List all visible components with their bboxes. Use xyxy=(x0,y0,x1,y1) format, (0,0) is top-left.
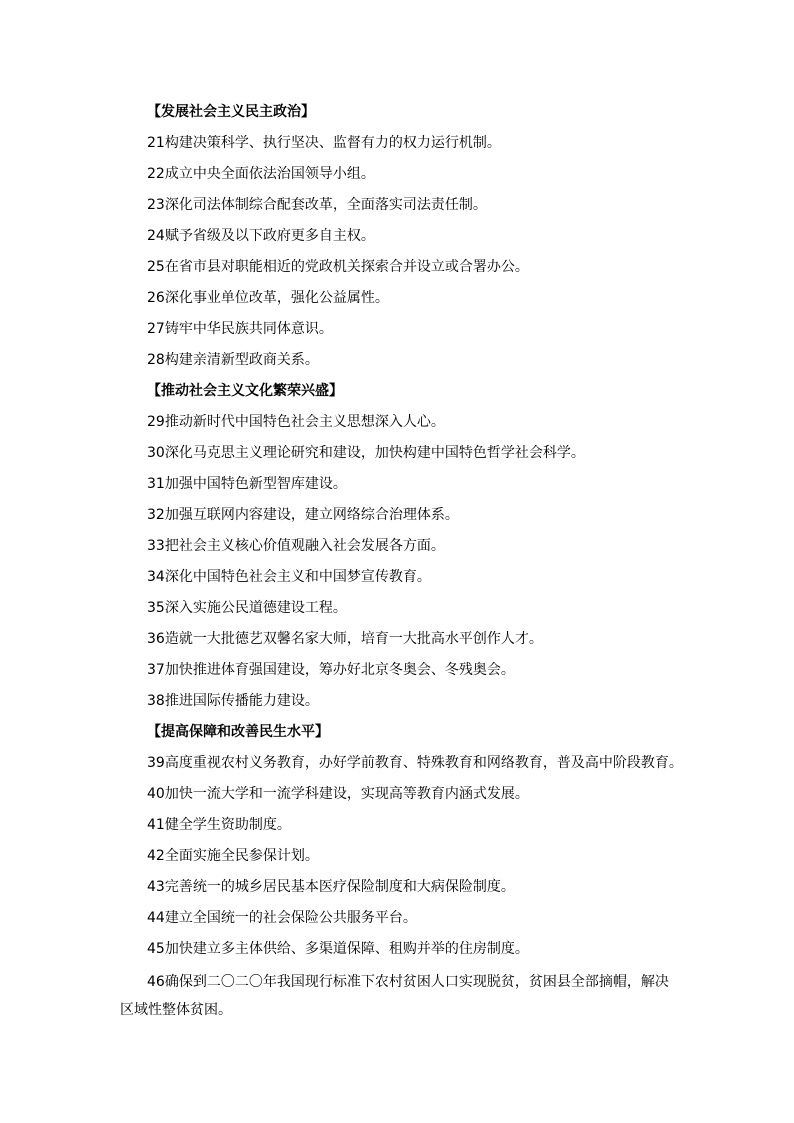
item-number: 39 xyxy=(147,755,165,771)
list-item xyxy=(120,131,680,162)
list-item xyxy=(120,782,680,813)
item-text: 推动新时代中国特色社会主义思想深入人心。 xyxy=(164,414,445,430)
section-heading: 【推动社会主义文化繁荣兴盛】 xyxy=(147,383,343,399)
list-item xyxy=(120,875,680,906)
item-number: 40 xyxy=(147,786,165,802)
item-number: 33 xyxy=(147,538,165,554)
item-text: 建立全国统一的社会保险公共服务平台。 xyxy=(164,910,417,926)
item-text: 深入实施公民道德建设工程。 xyxy=(164,600,347,616)
item-number: 37 xyxy=(147,662,165,678)
list-item xyxy=(120,317,680,348)
item-text: 完善统一的城乡居民基本医疗保险制度和大病保险制度。 xyxy=(164,879,515,895)
list-item xyxy=(120,255,680,286)
list-item xyxy=(120,472,680,503)
item-text: 确保到二〇二〇年我国现行标准下农村贫困人口实现脱贫，贫困县全部摘帽，解决区域性整体贫困。 xyxy=(120,974,669,1018)
item-text: 把社会主义核心价值观融入社会发展各方面。 xyxy=(164,538,445,554)
item-text: 加快建立多主体供给、多渠道保障、租购并举的住房制度。 xyxy=(164,941,529,957)
item-number: 34 xyxy=(147,569,165,585)
section-heading: 【提高保障和改善民生水平】 xyxy=(147,724,329,740)
item-number: 38 xyxy=(147,693,165,709)
item-text: 深化马克思主义理论研究和建设，加快构建中国特色哲学社会科学。 xyxy=(164,445,585,461)
item-text: 构建决策科学、执行坚决、监督有力的权力运行机制。 xyxy=(164,135,501,151)
item-number: 42 xyxy=(147,848,165,864)
item-number: 23 xyxy=(147,197,165,213)
item-text: 铸牢中华民族共同体意识。 xyxy=(164,321,333,337)
item-number: 35 xyxy=(147,600,165,616)
item-number: 30 xyxy=(147,445,165,461)
list-item xyxy=(120,534,680,565)
list-item xyxy=(120,689,680,720)
item-text: 推进国际传播能力建设。 xyxy=(164,693,319,709)
item-number: 46 xyxy=(147,974,165,990)
item-text: 健全学生资助制度。 xyxy=(164,817,291,833)
list-item xyxy=(120,410,680,441)
item-number: 29 xyxy=(147,414,165,430)
item-text: 在省市县对职能相近的党政机关探索合并设立或合署办公。 xyxy=(164,259,529,275)
list-item xyxy=(120,813,680,844)
item-text: 加快一流大学和一流学科建设，实现高等教育内涵式发展。 xyxy=(164,786,529,802)
document-content xyxy=(120,100,683,1024)
item-number: 31 xyxy=(147,476,165,492)
item-text: 高度重视农村义务教育，办好学前教育、特殊教育和网络教育，普及高中阶段教育。 xyxy=(164,755,683,771)
item-number: 21 xyxy=(147,135,165,151)
item-text: 成立中央全面依法治国领导小组。 xyxy=(164,166,375,182)
item-text: 加快推进体育强国建设，筹办好北京冬奥会、冬残奥会。 xyxy=(164,662,515,678)
item-number: 36 xyxy=(147,631,165,647)
item-number: 24 xyxy=(147,228,165,244)
item-number: 27 xyxy=(147,321,165,337)
list-item xyxy=(120,751,683,782)
item-text: 全面实施全民参保计划。 xyxy=(164,848,319,864)
item-number: 43 xyxy=(147,879,165,895)
item-text: 深化中国特色社会主义和中国梦宣传教育。 xyxy=(164,569,431,585)
list-item xyxy=(120,968,680,1024)
section-heading: 【发展社会主义民主政治】 xyxy=(147,104,315,120)
list-item xyxy=(120,503,680,534)
list-item xyxy=(120,193,680,224)
item-text: 加强中国特色新型智库建设。 xyxy=(164,476,347,492)
list-item xyxy=(120,844,680,875)
list-item xyxy=(120,596,680,627)
list-item xyxy=(120,906,680,937)
list-item xyxy=(120,565,680,596)
item-number: 45 xyxy=(147,941,165,957)
list-item xyxy=(120,224,680,255)
list-item xyxy=(120,658,680,689)
item-text: 构建亲清新型政商关系。 xyxy=(164,352,319,368)
item-number: 44 xyxy=(147,910,165,926)
item-text: 深化事业单位改革，强化公益属性。 xyxy=(164,290,389,306)
item-text: 加强互联网内容建设，建立网络综合治理体系。 xyxy=(164,507,459,523)
item-number: 32 xyxy=(147,507,165,523)
list-item xyxy=(120,286,680,317)
item-number: 25 xyxy=(147,259,165,275)
list-item xyxy=(120,348,680,379)
item-number: 41 xyxy=(147,817,165,833)
list-item xyxy=(120,937,680,968)
list-item xyxy=(120,627,680,658)
list-item xyxy=(120,162,680,193)
item-text: 赋予省级及以下政府更多自主权。 xyxy=(164,228,375,244)
item-number: 22 xyxy=(147,166,165,182)
item-number: 28 xyxy=(147,352,165,368)
item-text: 造就一大批德艺双馨名家大师，培育一大批高水平创作人才。 xyxy=(164,631,543,647)
list-item xyxy=(120,441,680,472)
item-number: 26 xyxy=(147,290,165,306)
item-text: 深化司法体制综合配套改革，全面落实司法责任制。 xyxy=(164,197,487,213)
